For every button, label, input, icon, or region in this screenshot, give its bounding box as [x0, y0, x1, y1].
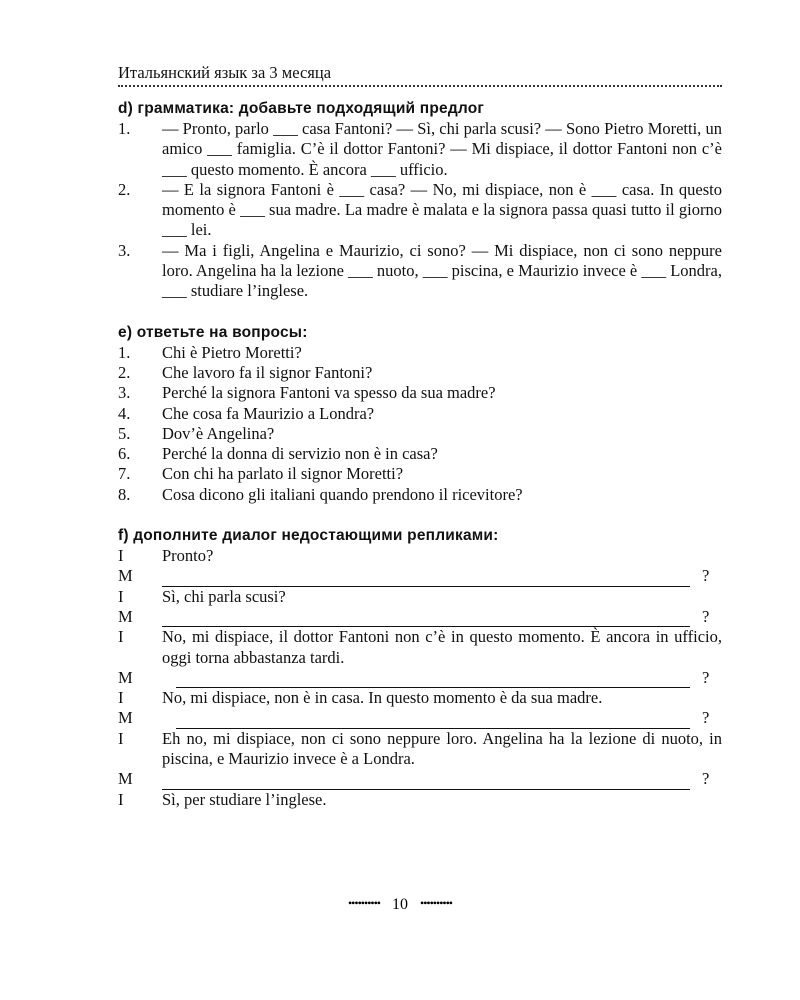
section-d-title: d) грамматика: добавьте подходящий предлог — [118, 100, 485, 117]
item-text: — E la signora Fantoni è ___ casa? — No, mi dispiace, non è ___ casa. In questo momento è ___ sua madre. La madre è malata e la signora passa quasi tutto il giorno ___ lei. — [162, 179, 722, 240]
section-d-list — [118, 119, 722, 302]
question-item — [118, 383, 722, 403]
question-item — [118, 485, 722, 505]
item-number: 1. — [118, 342, 131, 362]
page-number: 10 — [392, 896, 408, 913]
speaker-label: M — [118, 566, 133, 586]
question-item — [118, 404, 722, 424]
question-mark: ? — [702, 606, 710, 626]
dialogue-text: No, mi dispiace, il dottor Fantoni non c’è in questo momento. È ancora in ufficio, oggi torna abbastanza tardi. — [162, 627, 722, 667]
item-text: Che cosa fa Maurizio a Londra? — [162, 403, 375, 423]
page-footer — [0, 896, 800, 914]
question-mark: ? — [702, 566, 710, 586]
item-text: Perché la donna di servizio non è in casa? — [162, 444, 438, 464]
question-item — [118, 363, 722, 383]
exercise-item — [118, 180, 722, 241]
speaker-label: I — [118, 728, 124, 748]
dialogue-line — [118, 688, 722, 708]
question-item — [118, 424, 722, 444]
item-number: 1. — [118, 119, 131, 138]
speaker-label: M — [118, 667, 133, 687]
page-content — [118, 62, 722, 810]
item-text: Con chi ha parlato il signor Moretti? — [162, 464, 404, 484]
item-text: Perché la signora Fantoni va spesso da sua madre? — [162, 383, 496, 403]
exercise-item — [118, 119, 722, 180]
speaker-label: I — [118, 789, 124, 809]
speaker-label: I — [118, 627, 124, 647]
dialogue-line — [118, 587, 722, 607]
question-mark: ? — [702, 708, 710, 728]
item-number: 3. — [118, 240, 131, 260]
dialogue-line — [118, 729, 722, 770]
answer-blank[interactable] — [162, 668, 722, 688]
answer-blank[interactable] — [162, 769, 722, 789]
answer-blank[interactable] — [162, 566, 722, 586]
section-e-title: e) ответьте на вопросы: — [118, 323, 308, 341]
dialogue-text: Sì, per studiare l’inglese. — [162, 789, 327, 809]
speaker-label: M — [118, 606, 133, 626]
question-mark: ? — [702, 667, 710, 687]
item-number: 2. — [118, 179, 131, 199]
question-item — [118, 464, 722, 484]
speaker-label: I — [118, 586, 124, 606]
dialogue-blank-line — [118, 708, 722, 728]
answer-blank[interactable] — [162, 607, 722, 627]
header-dotted-rule — [118, 85, 722, 87]
answer-blank[interactable] — [162, 708, 722, 728]
item-text: Chi è Pietro Moretti? — [162, 342, 302, 362]
speaker-label: M — [118, 769, 133, 789]
speaker-label: I — [118, 688, 124, 708]
speaker-label: M — [118, 708, 133, 728]
dialogue-text: Pronto? — [162, 546, 214, 566]
dialogue-blank-line — [118, 566, 722, 586]
question-item — [118, 444, 722, 464]
dialogue — [118, 546, 722, 810]
dialogue-blank-line — [118, 769, 722, 789]
item-text: Dov’è Angelina? — [162, 423, 275, 443]
item-number: 8. — [118, 484, 131, 504]
speaker-label: I — [118, 546, 124, 566]
exercise-item — [118, 241, 722, 302]
dialogue-text: Sì, chi parla scusi? — [162, 586, 286, 606]
running-header: Итальянский язык за 3 месяца — [118, 63, 332, 82]
item-text: Cosa dicono gli italiani quando prendono il ricevitore? — [162, 484, 523, 504]
item-number: 2. — [118, 362, 131, 382]
item-text: — Ma i figli, Angelina e Maurizio, ci sono? — Mi dispiace, non ci sono neppure loro. Angelina ha la lezione ___ nuoto, ___ piscina, e Maurizio invece è ___ Londra, ___ studiare l’inglese. — [162, 240, 722, 301]
item-text: Che lavoro fa il signor Fantoni? — [162, 362, 373, 382]
section-e-list — [118, 343, 722, 505]
section-f-title: f) дополните диалог недостающими репликами: — [118, 527, 499, 545]
dialogue-line — [118, 546, 722, 566]
dialogue-blank-line — [118, 607, 722, 627]
dialogue-line — [118, 627, 722, 668]
item-number: 6. — [118, 444, 131, 464]
dialogue-blank-line — [118, 668, 722, 688]
item-number: 3. — [118, 383, 131, 403]
question-item — [118, 343, 722, 363]
footer-dots-right: •••••••••• — [420, 896, 453, 910]
item-number: 5. — [118, 423, 131, 443]
footer-dots-left: •••••••••• — [347, 896, 380, 910]
dialogue-text: Eh no, mi dispiace, non ci sono neppure loro. Angelina ha la lezione di nuoto, in piscina, e Maurizio invece è a Londra. — [162, 728, 722, 769]
item-number: 4. — [118, 403, 131, 423]
dialogue-text: No, mi dispiace, non è in casa. In questo momento è da sua madre. — [162, 688, 603, 708]
question-mark: ? — [702, 769, 710, 789]
dialogue-line — [118, 790, 722, 810]
item-number: 7. — [118, 464, 131, 484]
item-text: — Pronto, parlo ___ casa Fantoni? — Sì, chi parla scusi? — Sono Pietro Moretti, un amico ___ famiglia. C’è il dottor Fantoni? — Mi dispiace, il dottor Fantoni non c’è ___ questo momento. È ancora ___ ufficio. — [162, 119, 722, 179]
